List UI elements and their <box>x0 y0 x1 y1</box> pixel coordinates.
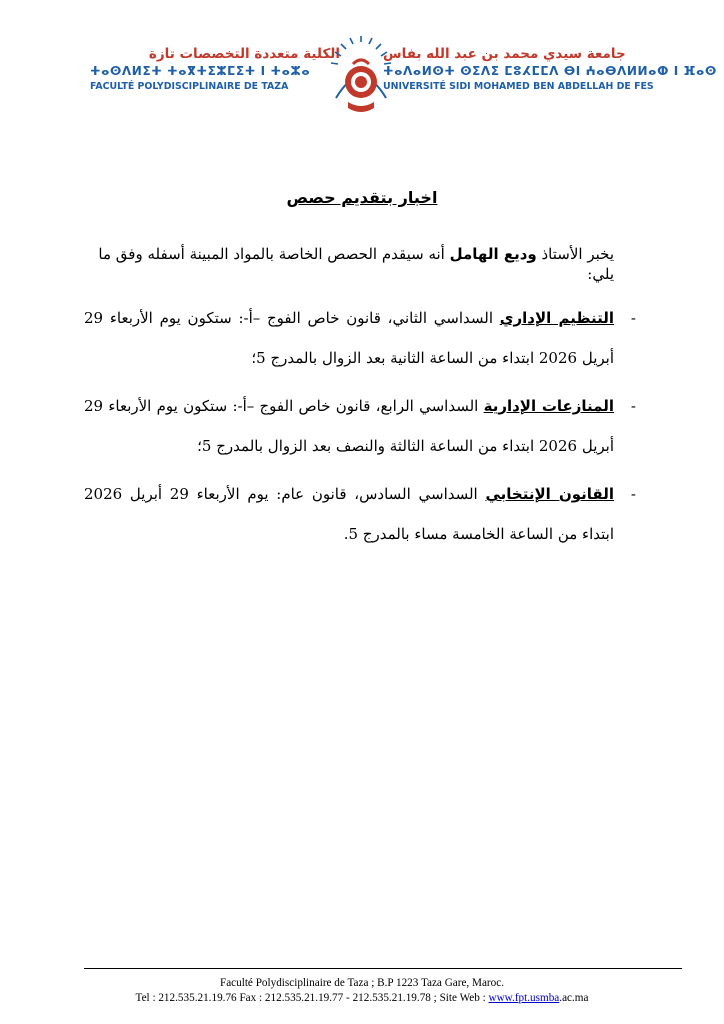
university-name-french: UNIVERSITÉ SIDI MOHAMED BEN ABDELLAH DE FES <box>383 81 654 92</box>
session-details: السداسي السادس، قانون عام: يوم الأربعاء 29 أبريل 2026 ابتداء من الساعة الخامسة مساء بالمدرج 5. <box>84 485 614 543</box>
subject-name: التنظيم الإداري <box>499 309 614 327</box>
list-item <box>84 386 636 466</box>
session-details: السداسي الثاني، قانون خاص الفوج –أ-: ستكون يوم الأربعاء 29 أبريل 2026 ابتداء من الساعة الثانية بعد الزوال بالمدرج 5؛ <box>84 309 614 367</box>
list-bullet: - <box>630 485 636 503</box>
footer-phone-fax: Tel : 212.535.21.19.76 Fax : 212.535.21.19.77 - 212.535.21.19.78 ; Site Web : <box>135 992 489 1004</box>
footer-address: Faculté Polydisciplinaire de Taza ; B.P 1223 Taza Gare, Maroc. <box>219 977 505 989</box>
session-details: السداسي الرابع، قانون خاص الفوج –أ-: ستكون يوم الأربعاء 29 أبريل 2026 ابتداء من الساعة الثالثة والنصف بعد الزوال بالمدرج 5؛ <box>84 397 614 455</box>
website-suffix: .ac.ma <box>559 992 589 1004</box>
university-block <box>383 46 717 94</box>
footer <box>0 976 724 1006</box>
intro-after: أنه سيقدم الحصص الخاصة بالمواد المبينة أسفله وفق ما يلي: <box>98 245 614 283</box>
intro-paragraph <box>84 244 614 284</box>
list-item <box>84 298 636 378</box>
university-name-tifinagh: ⵜⴰⴷⴰⵍⵙⵜ ⵙⵉⴷⵉ ⵎⵓⵃⵎⵎⴷ ⴱⵏ ⵄⴰⴱⴷⵍⵍⴰⵀ ⵏ ⴼⴰⵙ <box>383 64 717 78</box>
list-item <box>84 474 636 554</box>
footer-divider <box>84 968 682 969</box>
announcement-body <box>84 244 636 562</box>
faculty-name-arabic: الكلية متعددة التخصصات تازة <box>148 46 340 62</box>
faculty-name-tifinagh: ⵜⴰⵙⴷⵍⵉⵜ ⵜⴰⴳⵜⵉⵣⵎⵉⵜ ⵏ ⵜⴰⵣⴰ <box>90 64 311 78</box>
subject-name: المنازعات الإدارية <box>483 397 614 415</box>
faculty-name-french: FACULTÉ POLYDISCIPLINAIRE DE TAZA <box>90 81 289 92</box>
list-bullet: - <box>630 309 636 327</box>
page-title: اخبار بتقديم حصص <box>286 188 438 207</box>
subject-name: القانون الإنتخابي <box>485 485 614 503</box>
university-name-arabic: جامعة سيدي محمد بن عبد الله بفاس <box>383 46 626 62</box>
intro-before: يخبر الأستاذ <box>541 245 614 263</box>
footer-contact <box>0 991 724 1006</box>
website-link[interactable]: www.fpt.usmba <box>488 992 560 1004</box>
professor-name: وديع الهامل <box>449 245 537 263</box>
list-bullet: - <box>630 397 636 415</box>
faculty-block <box>90 46 340 94</box>
letterhead <box>0 36 724 116</box>
